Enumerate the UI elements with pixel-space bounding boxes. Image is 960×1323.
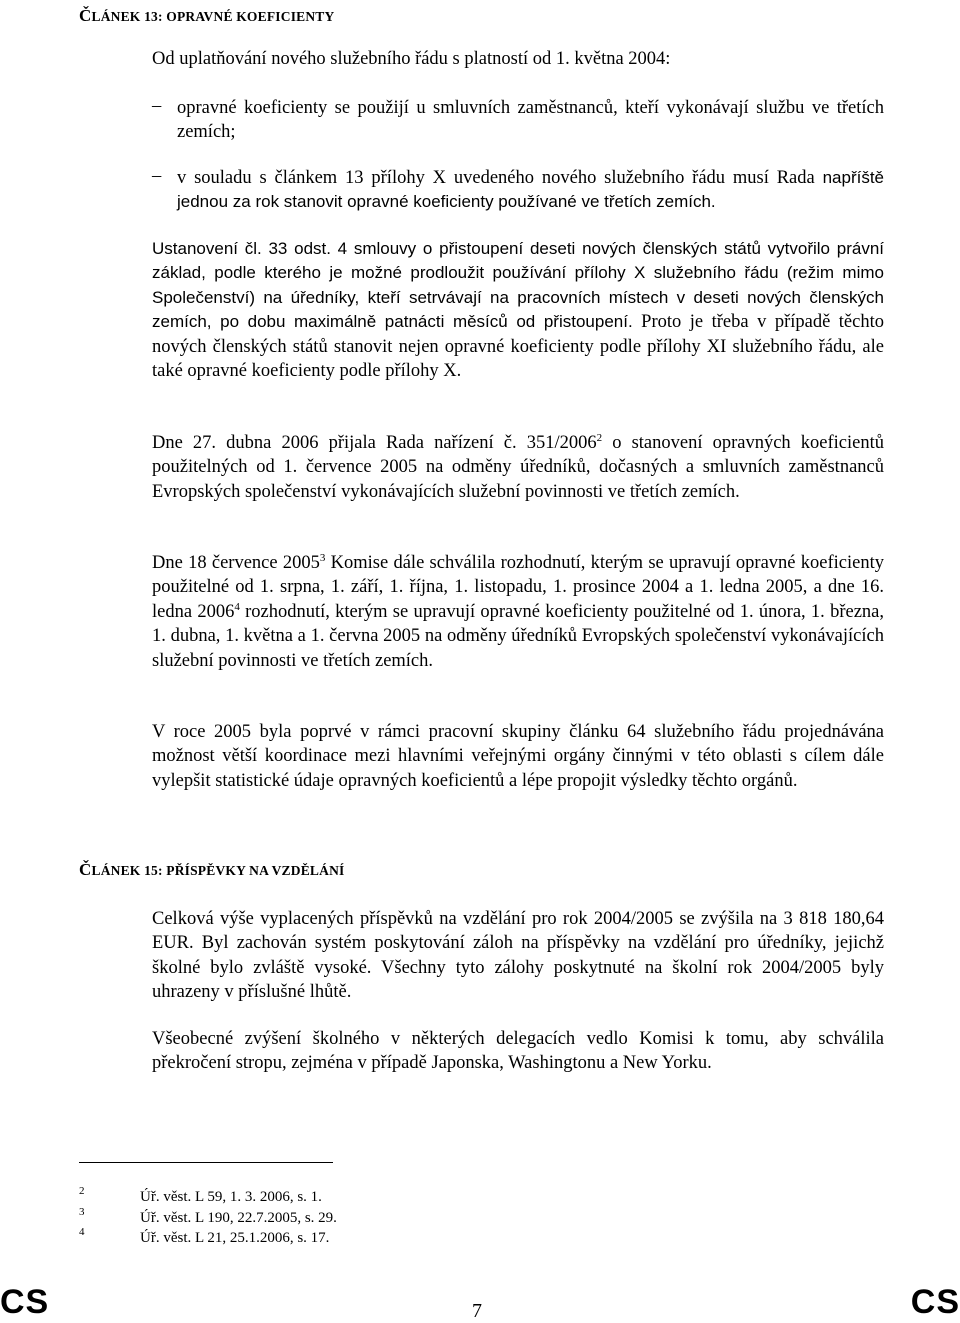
page-number: 7	[472, 1300, 482, 1322]
dne27-part-a: Dne 27. dubna 2006 přijala Rada nařízení č. 351/2006	[152, 433, 597, 453]
footnote-text: Úř. věst. L 21, 25.1.2006, s. 17.	[140, 1230, 330, 1246]
footnote-text: Úř. věst. L 59, 1. 3. 2006, s. 1.	[140, 1189, 322, 1205]
paragraph-dne-27	[152, 431, 884, 504]
footnote-number: 2	[79, 1185, 85, 1197]
paragraph-dne-18	[152, 551, 884, 673]
bullet-text: opravné koeficienty se použijí u smluvních zaměstnanců, kteří vykonávají službu ve třetích zemích;	[177, 98, 884, 143]
footnote-text: Úř. věst. L 190, 22.7.2005, s. 29.	[140, 1210, 337, 1226]
bullet-text	[177, 166, 884, 215]
footnote-separator	[79, 1162, 333, 1163]
bullet-dash: –	[152, 96, 162, 116]
article-15-heading	[79, 860, 344, 880]
bullet-text-line1: v souladu s článkem 13 přílohy X uvedeného nového služebního řádu musí Rada	[177, 168, 815, 188]
footnote-ref-4: 4	[234, 600, 240, 613]
footnote-number: 4	[79, 1226, 85, 1238]
dne18-part-a: Dne 18 července 2005	[152, 553, 320, 573]
heading-15-part2: ŘÍSPĚVKY NA VZDĚLÁNÍ	[174, 863, 345, 878]
heading-13-part1: LÁNEK 13: O	[91, 9, 177, 24]
ustanoveni-part-c: Proto je třeba v případě těchto nových členských států stanovit nejen opravné koeficienty podle přílohy XI služebního řádu, ale také opravné koeficienty podle přílohy X.	[152, 312, 884, 382]
footnote-number: 3	[79, 1206, 85, 1218]
language-code-right: CS	[910, 1283, 960, 1321]
paragraph-v-roce-2005: V roce 2005 byla poprvé v rámci pracovní skupiny článku 64 služebního řádu projednávána možnost větší koordinace mezi hlavními veřejnými orgány činnými v této oblasti s cílem dále vylepšit statistické údaje opravných koeficientů a lépe propojit výsledky těchto orgánů.	[152, 722, 884, 791]
heading-15-part1: LÁNEK 15: P	[91, 863, 175, 878]
language-code-left: CS	[0, 1283, 50, 1321]
heading-15-initial: Č	[79, 860, 92, 879]
paragraph-ustanoveni	[152, 237, 884, 383]
footnote-ref-2: 2	[596, 432, 603, 444]
paragraph-celkova: Celková výše vyplacených příspěvků na vzdělání pro rok 2004/2005 se zvýšila na 3 818 180,64 EUR. Byl zachován systém poskytování záloh na příspěvky na vzdělání pro úředníky, jejichž školné bylo zvláště vysoké. Všechny tyto zálohy poskytnuté na školní rok 2004/2005 byly uhrazeny v příslušné lhůtě.	[152, 909, 884, 1003]
article-13-heading	[79, 6, 334, 26]
dne27-part-b: o stanovení opravných koeficientů použitelných od 1. července 2005 na odměny úředníků, dočasných a smluvních zaměstnanců Evropských společenství vykonávajících služební povinnosti ve třetích zemích.	[152, 433, 884, 502]
dne18-part-b: Komise dále schválila rozhodnutí, kterým se upravují opravné koeficienty použitelné od 1. srpna, 1. září, 1. října, 1. listopadu, 1. prosince 2004 a 1. ledna 2005, a dne 16. ledna 2006	[152, 553, 885, 622]
heading-13-initial: Č	[79, 6, 92, 25]
bullet-text-line2: napříště jednou za rok stanovit opravné koeficienty používané ve třetích zemích.	[177, 168, 885, 212]
ustanoveni-part-a: Ustanovení čl. 33 odst.	[152, 239, 331, 258]
intro-paragraph: Od uplatňování nového služebního řádu s platností od 1. května 2004:	[152, 49, 671, 69]
dne18-part-c: rozhodnutí, kterým se upravují opravné koeficienty použitelné od 1. února, 1. března, 1. dubna, 1. května a 1. června 2005 na odměny úředníků Evropských společenství vykonávajících služební povinnosti ve třetích zemích.	[152, 601, 884, 671]
footnote-ref-3: 3	[319, 552, 326, 564]
bullet-dash: –	[152, 166, 162, 186]
ustanoveni-part-b: 4 smlouvy o přistoupení deseti nových členských států vytvořilo právní základ, podle kterého je možné prodloužit používání přílohy X služebního řádu (režim mimo Společenství) na úředníky, kteří setrvávají na pracovních místech v deseti nových členských zemích, po dobu maximálně patnácti měsíců od přistoupení.	[152, 239, 884, 332]
paragraph-vseobecne: Všeobecné zvýšení školného v některých delegacích vedlo Komisi k tomu, aby schválila překročení stropu, zejména v případě Japonska, Washingtonu a New Yorku.	[152, 1029, 884, 1074]
heading-13-part2: PRAVNÉ KOEFICIENTY	[176, 9, 335, 24]
